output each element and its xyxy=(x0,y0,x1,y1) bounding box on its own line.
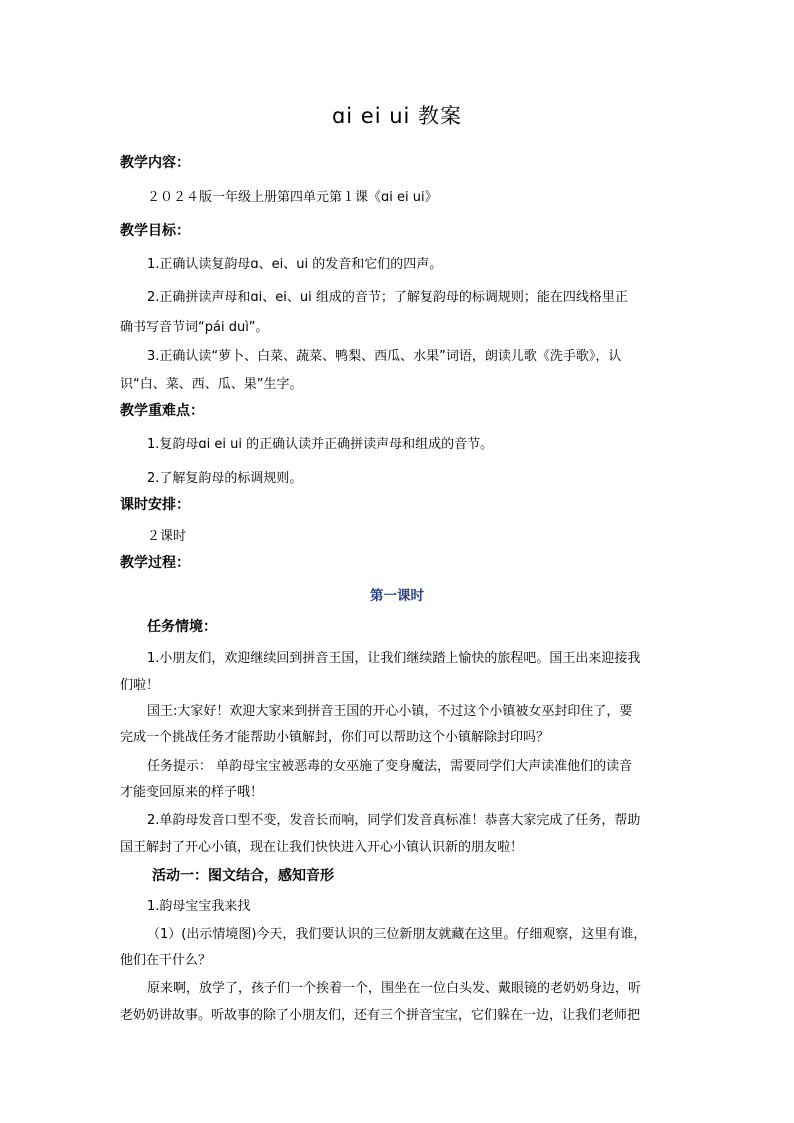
goal-1: 1.正确认读复韵母ɑ、ei、ui 的发音和它们的四声。 xyxy=(147,257,443,272)
lesson-title: 第一课时 xyxy=(370,588,424,604)
page-title: ɑi ei ui 教案 xyxy=(331,104,463,128)
schedule-heading: 课时安排： xyxy=(120,497,190,513)
paragraph-6-line-2: 老奶奶讲故事。听故事的除了小朋友们，还有三个拼音宝宝，它们躲在一边，让我们老师把 xyxy=(120,1008,641,1023)
key-point-2: 2.了解复韵母的标调规则。 xyxy=(147,471,303,486)
paragraph-3-line-1: 任务提示： 单韵母宝宝被恶毒的女巫施了变身魔法，需要同学们大声读准他们的读音 xyxy=(147,759,633,774)
paragraph-1-line-2: 们啦！ xyxy=(120,678,160,693)
paragraph-5-line-2: 他们在干什么？ xyxy=(120,953,212,968)
activity-1-heading: 活动一：图文结合，感知音形 xyxy=(152,868,334,884)
key-point-1: 1.复韵母ɑi ei ui 的正确认读并正确拼读声母和组成的音节。 xyxy=(147,437,494,452)
schedule-text: ２课时 xyxy=(147,529,187,544)
paragraph-2-line-1: 国王:大家好！欢迎大家来到拼音王国的开心小镇，不过这个小镇被女巫封印住了，要 xyxy=(147,704,633,719)
goal-3-line-1: 3.正确认读“萝卜、白菜、蔬菜、鸭梨、西瓜、水果”词语，朗读儿歌《洗手歌》，认 xyxy=(147,349,622,364)
goal-2-line-1: 2.正确拼读声母和ɑi、ei、ui 组成的音节；了解复韵母的标调规则；能在四线格里正 xyxy=(147,290,628,305)
paragraph-3-line-2: 才能变回原来的样子哦！ xyxy=(120,785,264,800)
teaching-content-heading: 教学内容： xyxy=(120,155,190,171)
key-points-heading: 教学重难点： xyxy=(120,403,204,419)
teaching-goals-heading: 教学目标： xyxy=(120,223,190,239)
goal-3-line-2: 识“白、菜、西、瓜、果”生字。 xyxy=(120,377,303,392)
process-heading: 教学过程： xyxy=(120,555,190,571)
paragraph-4-line-2: 国王解封了开心小镇，现在让我们快快进入开心小镇认识新的朋友啦！ xyxy=(120,840,524,855)
paragraph-6-line-1: 原来啊，放学了，孩子们一个挨着一个，围坐在一位白头发、戴眼镜的老奶奶身边，听 xyxy=(147,981,642,996)
paragraph-5-line-1: （1）(出示情境图)今天，我们要认识的三位新朋友就藏在这里。仔细观察，这里有谁， xyxy=(147,927,647,942)
paragraph-1-line-1: 1.小朋友们，欢迎继续回到拼音王国，让我们继续踏上愉快的旅程吧。国王出来迎接我 xyxy=(147,651,641,666)
paragraph-2-line-2: 完成一个挑战任务才能帮助小镇解封，你们可以帮助这个小镇解除封印吗？ xyxy=(120,730,550,745)
item-1: 1.韵母宝宝我来找 xyxy=(147,899,251,914)
task-context-heading: 任务情境： xyxy=(147,619,217,635)
teaching-content-text: ２０２４版一年级上册第四单元第１课《ɑi ei ui》 xyxy=(147,190,438,205)
paragraph-4-line-1: 2.单韵母发音口型不变，发音长而响，同学们发音真标准！恭喜大家完成了任务，帮助 xyxy=(147,813,641,828)
goal-2-line-2: 确书写音节词“pái duì”。 xyxy=(120,320,269,335)
